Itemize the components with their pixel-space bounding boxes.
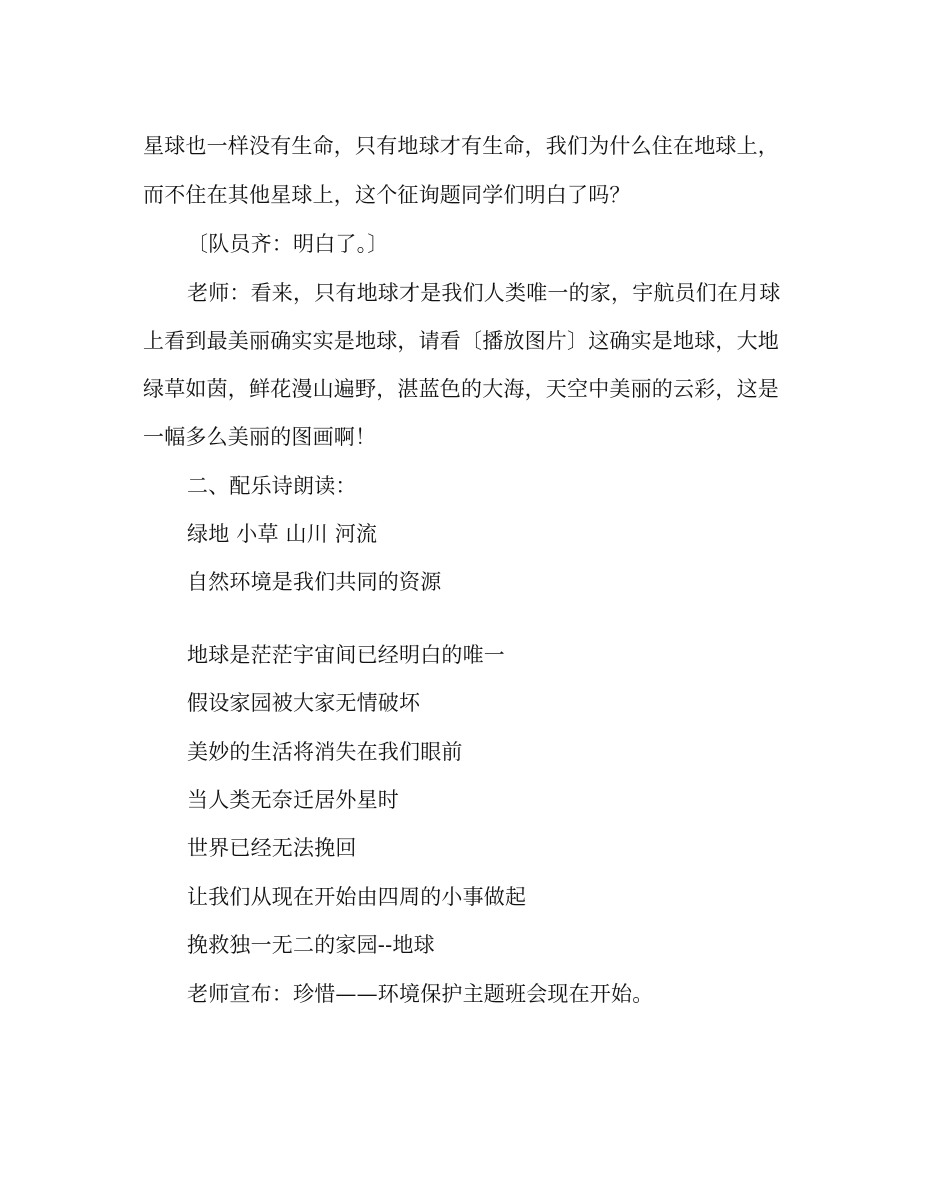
poem-line-4: 假设家园被大家无情破坏	[187, 691, 421, 715]
text-line-7: 一幅多么美丽的图画啊！	[143, 425, 377, 449]
poem-line-7: 世界已经无法挽回	[187, 836, 357, 860]
closing-line: 老师宣布：珍惜——环境保护主题班会现在开始。	[187, 982, 654, 1006]
poem-line-6: 当人类无奈迁居外星时	[187, 788, 399, 812]
poem-line-3: 地球是茫茫宇宙间已经明白的唯一	[187, 643, 505, 667]
poem-line-2: 自然环境是我们共同的资源	[187, 570, 442, 594]
text-line-6: 绿草如茵，鲜花漫山遍野，湛蓝色的大海，天空中美丽的云彩，这是	[143, 377, 779, 401]
text-line-1: 星球也一样没有生命，只有地球才有生命，我们为什么住在地球上，	[143, 134, 779, 158]
section-heading: 二、配乐诗朗读：	[187, 474, 357, 498]
text-line-2: 而不住在其他星球上，这个征询题同学们明白了吗？	[143, 183, 631, 207]
text-line-5: 上看到最美丽确实实是地球，请看〔播放图片〕这确实是地球，大地	[143, 329, 779, 353]
poem-line-8: 让我们从现在开始由四周的小事做起	[187, 885, 527, 909]
poem-line-9: 挽救独一无二的家园--地球	[187, 933, 435, 957]
text-line-3: 〔队员齐：明白了。〕	[187, 232, 389, 256]
poem-line-1: 绿地 小草 山川 河流	[187, 522, 378, 546]
poem-line-5: 美妙的生活将消失在我们眼前	[187, 740, 463, 764]
text-line-4: 老师：看来，只有地球才是我们人类唯一的家，宇航员们在月球	[187, 281, 781, 305]
